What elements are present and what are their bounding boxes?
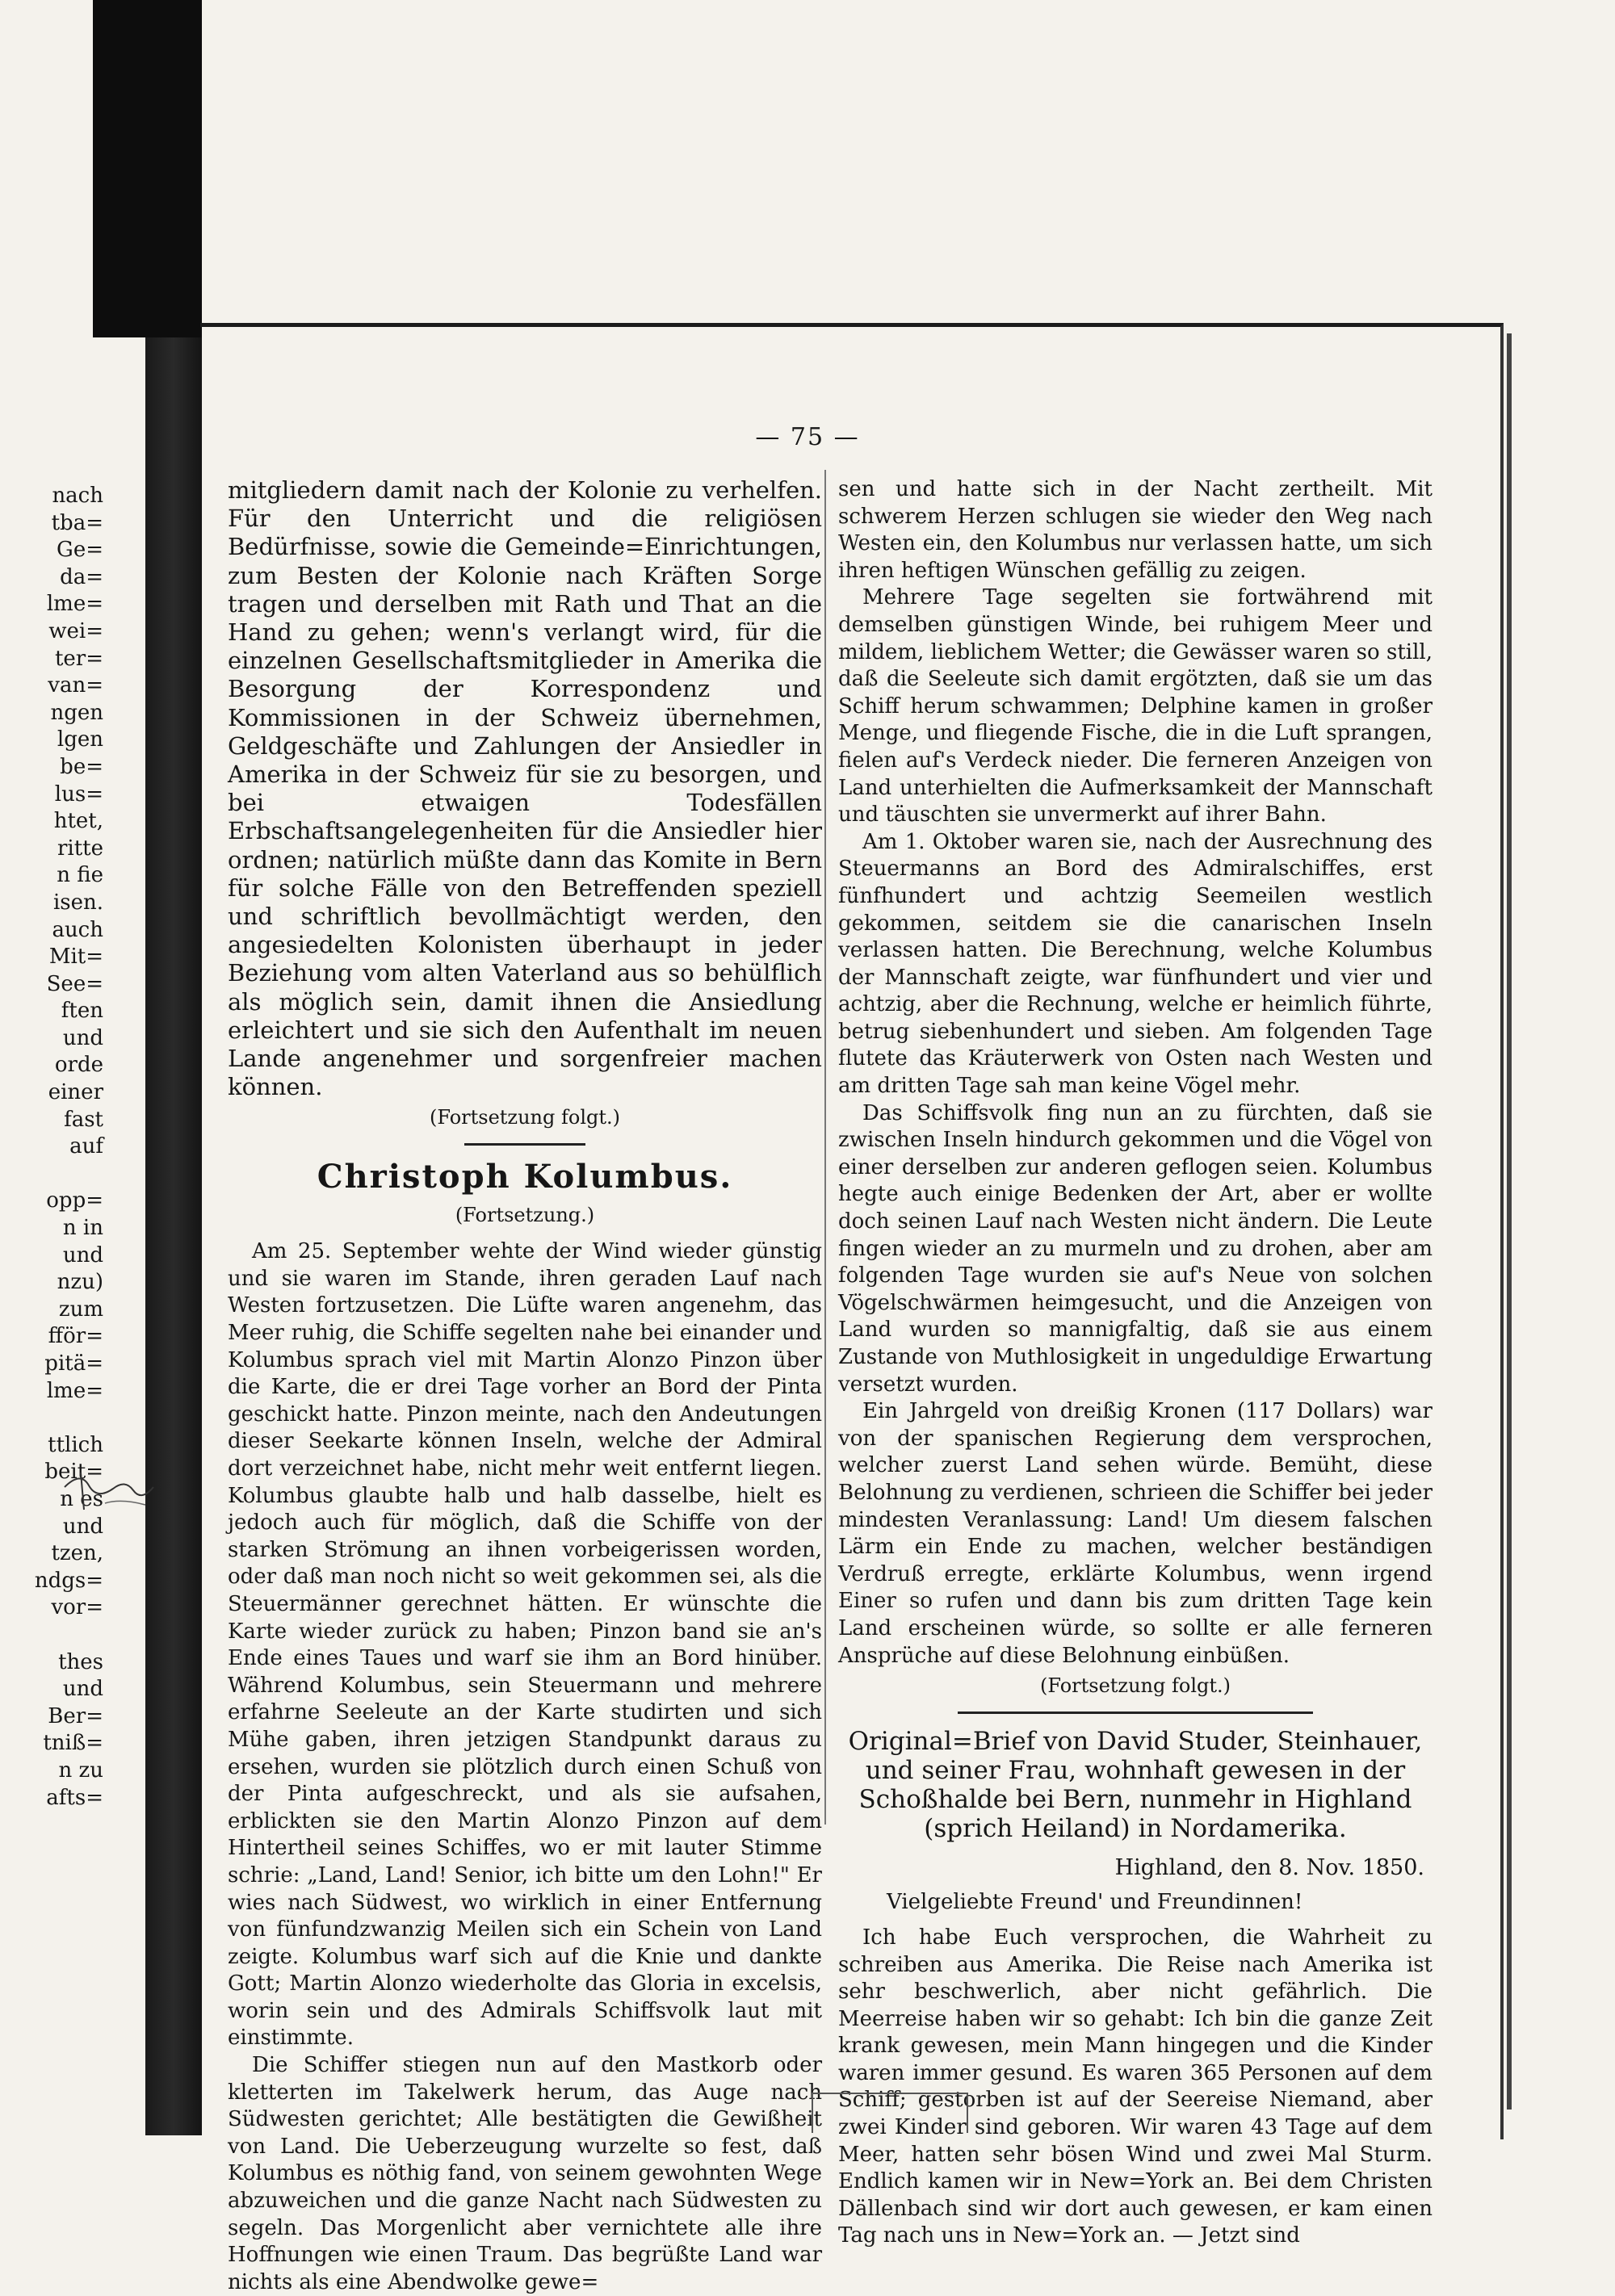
- margin-fragment: opp=: [46, 1188, 103, 1213]
- margin-fragment: und: [62, 1677, 103, 1702]
- continued-note: (Fortsetzung folgt.): [430, 1106, 620, 1129]
- continued-note: (Fortsetzung folgt.): [1040, 1674, 1231, 1698]
- margin-fragment: ttlich: [48, 1432, 103, 1457]
- margin-fragment: n es: [60, 1486, 103, 1511]
- margin-fragment: n zu: [58, 1758, 103, 1783]
- margin-fragment: tniß=: [43, 1731, 103, 1756]
- handwritten-margin-mark-icon: [57, 1463, 162, 1519]
- margin-fragment: vor=: [51, 1595, 103, 1620]
- body-paragraph: Mehrere Tage segelten sie fortwährend mit demselben günstigen Winde, bei ruhigem Meer und mildem, lieblichem Wetter; die Gewässer waren so still, daß die Seeleute sich damit ergötzten, daß sie um das Schiff herum schwammen; Delphine kamen in großer Menge, und fliegende Fische, die in die Luft sprangen, fielen auf's Verdeck nieder. Die ferneren Anzeigen von Land unterhielten die Aufmerksamkeit der Mannschaft und täuschten sie unvermerkt auf ihrer Bahn.: [838, 585, 1433, 827]
- margin-fragment: isen.: [52, 890, 103, 915]
- body-paragraph: Am 25. September wehte der Wind wieder günstig und sie waren im Stande, ihren geraden Lauf nach Westen fortzusetzen. Die Lüfte waren angenehm, das Meer ruhig, die Schiffe segelten nahe bei einander und Kolumbus sprach viel mit Martin Alonzo Pinzon über die Karte, die er drei Tage vorher an Bord der Pinta geschickt hatte. Pinzon meinte, nach den Andeutungen dieser Seekarte können Inseln, welche der Admiral dort verzeichnet habe, nicht mehr weit entfernt liegen. Kolumbus glaubte halb und halb dasselbe, hielt es jedoch auch für möglich, daß die Schiffe von der starken Strömung an ihnen vorbeigerissen worden, oder daß man noch nicht so weit gekommen sei, als die Steuermänner gerechnet hätten. Er wünschte die Karte wieder zurück zu haben; Pinzon band sie an's Ende eines Taues und warf sie ihm an Bord hinüber. Während Kolumbus, sein Steuermann und mehrere erfahrne Seeleute an der Karte studirten und sich Mühe gaben, ihren jetzigen Standpunkt daraus zu ersehen, wurden sie plötzlich durch einen Schuß von der Pinta aufgeschreckt, und als sie aufsahen, erblickten sie den Martin Alonzo Pinzon auf dem Hintertheil seines Schiffes, wo er mit lauter Stimme schrie: „Land, Land! Senior, ich bitte um den Lohn!" Er wies nach Südwest, wo wirklich in einer Entfernung von fünfundzwanzig Meilen sich ein Schein von Land zeigte. Kolumbus warf sich auf die Knie und dankte Gott; Martin Alonzo wiederholte das Gloria in excelsis, worin sein und des Admirals Schiffsvolk laut mit einstimmte.: [228, 1239, 822, 2051]
- margin-fragment: einer: [48, 1080, 103, 1105]
- margin-fragment: nach: [52, 484, 103, 508]
- margin-fragment: nzu): [57, 1270, 103, 1295]
- letter-title: Original=Brief von David Studer, Steinhauer, und seiner Frau, wohnhaft gewesen in der Schoßhalde bei Bern, nunmehr in Highland (sprich Heiland) in Nordamerika.: [848, 1726, 1423, 1843]
- margin-fragment: ter=: [54, 646, 103, 671]
- body-paragraph: Die Schiffer stiegen nun auf den Mastkorb oder kletterten im Takelwerk herum, das Auge nach Südwesten gerichtet; Alle bestätigten die Gewißheit von Land. Die Ueberzeugung wurzelte so fest, daß Kolumbus es nöthig fand, von seinem gewohnten Wege abzuweichen und die ganze Nacht nach Südwesten zu segeln. Das Morgenlicht aber vernichtete alle ihre Hoffnungen wie einen Traum. Das begrüßte Land war nichts als eine Abendwolke gewe=: [228, 2053, 822, 2294]
- margin-fragment: See=: [46, 971, 103, 996]
- margin-fragment: n in: [62, 1216, 103, 1241]
- article-continuation: [228, 476, 822, 1101]
- body-paragraph: Ein Jahrgeld von dreißig Kronen (117 Dollars) war von der spanischen Regierung dem versprochen, welcher zuerst Land sehen würde. Bemüht, diese Belohnung zu verdienen, schrieen die Schiffer bei jeder mindesten Veranlassung: Land! Um diesem falschen Lärm ein Ende zu machen, welcher beständigen Verdruß erregte, erklärte Kolumbus, wenn irgend Einer so rufen und dann bis zum dritten Tage kein Land erscheinen würde, so sollte er alle ferneren Ansprüche auf diese Belohnung einbüßen.: [838, 1399, 1433, 1668]
- letter-dateline: Highland, den 8. Nov. 1850.: [1114, 1854, 1424, 1880]
- letter-salutation: Vielgeliebte Freund' und Freundinnen!: [887, 1890, 1303, 1915]
- scan-black-border: [93, 0, 202, 337]
- article-subnote: (Fortsetzung.): [455, 1203, 595, 1226]
- margin-fragment: und: [62, 1242, 103, 1267]
- margin-fragment: lus=: [54, 781, 103, 807]
- margin-fragment: fför=: [48, 1324, 103, 1349]
- margin-fragment: afts=: [46, 1785, 103, 1810]
- margin-fragment: [6, 1622, 103, 1649]
- scan-gutter-strip: [145, 337, 202, 2135]
- left-column: [228, 476, 822, 2296]
- lead-paragraph: mitgliedern damit nach der Kolonie zu verhelfen. Für den Unterricht und die religiösen Bedürfnisse, sowie die Gemeinde=Einrichtungen, zum Besten der Kolonie nach Kräften Sorge tragen und derselben mit Rath und That an die Hand zu gehen; wenn's verlangt wird, für die einzelnen Gesellschaftsmitglieder in Amerika die Besorgung der Korrespondenz und Kommissionen in der Schweiz übernehmen, Geldgeschäfte und Zahlungen der Ansiedler in Amerika in der Schweiz für sie zu besorgen, und bei etwaigen Todesfällen Erbschaftsangelegenheiten für die Ansiedler hier ordnen; natürlich müßte dann das Komite in Bern für solche Fälle von den Betreffenden speziell und schriftlich bevollmächtigt werden, den angesiedelten Kolonisten überhaupt in jeder Beziehung vom alten Vaterland aus so behülflich als möglich sein, damit ihnen die Ansiedlung erleichtert und sie sich den Aufenthalt im neuen Lande angenehmer und sorgenfreier machen können.: [228, 476, 822, 1101]
- margin-fragment: ritte: [57, 836, 103, 861]
- page-number: — 75 —: [755, 423, 860, 451]
- margin-fragment: htet,: [53, 809, 103, 834]
- adjacent-page-margin-text: [6, 483, 103, 1812]
- column-divider: [824, 470, 826, 1825]
- section-rule: [958, 1712, 1313, 1714]
- letter-body: Ich habe Euch versprochen, die Wahrheit zu schreiben aus Amerika. Die Reise nach Amerika ist sehr beschwerlich, aber nicht gefährlich. Die Meerreise haben wir so gehabt: Ich bin die ganze Zeit krank gewesen, mein Mann hingegen und die Kinder waren immer gesund. Es waren 365 Personen auf dem Schiff; gestorben ist auf der Seereise Niemand, aber zwei Kinder sind geboren. Wir waren 43 Tage auf dem Meer, hatten sehr bösen Wind und zwei Mal Sturm. Endlich kamen wir in New=York an. Bei dem Christen Dällenbach sind wir dort auch gewesen, er kam einen Tag nach uns in New=York an. — Jetzt sind: [838, 1925, 1433, 2248]
- right-column: [838, 476, 1433, 2250]
- margin-fragment: auf: [69, 1134, 103, 1159]
- scan-stamp-box: [812, 2093, 968, 2133]
- margin-fragment: Mit=: [48, 945, 103, 970]
- margin-fragment: ngen: [50, 700, 103, 725]
- margin-fragment: ften: [61, 999, 103, 1024]
- margin-fragment: da=: [60, 564, 103, 589]
- margin-fragment: wei=: [48, 618, 103, 643]
- article-title: Christoph Kolumbus.: [317, 1158, 733, 1196]
- margin-fragment: [6, 1161, 103, 1188]
- margin-fragment: auch: [52, 917, 103, 942]
- margin-fragment: und: [62, 1025, 103, 1050]
- margin-fragment: beit=: [44, 1460, 103, 1485]
- margin-fragment: be=: [60, 754, 103, 779]
- margin-fragment: lgen: [57, 727, 103, 752]
- margin-fragment: ndgs=: [34, 1568, 103, 1593]
- margin-fragment: tba=: [51, 510, 103, 535]
- margin-fragment: [6, 1405, 103, 1432]
- margin-fragment: thes: [58, 1649, 103, 1674]
- margin-fragment: Ge=: [57, 538, 103, 563]
- body-paragraph: Das Schiffsvolk fing nun an zu fürchten, daß sie zwischen Inseln hindurch gekommen und die Vögel von einer derselben zur anderen geflogen seien. Kolumbus hegte auch einige Bedenken der Art, aber er wollte doch seinen Lauf nach Westen nicht ändern. Die Leute fingen wieder an zu murmeln und zu drohen, aber am folgenden Tage wurden sie auf's Neue von solchen Vögelschwärmen heimgesucht, und die Anzeigen von Land wurden so mannigfaltig, daß sie aus einem Zustande von Muthlosigkeit in ungeduldige Erwartung versetzt wurden.: [838, 1100, 1433, 1397]
- margin-fragment: Ber=: [48, 1703, 103, 1728]
- margin-fragment: lme=: [46, 1378, 103, 1403]
- margin-fragment: pitä=: [44, 1351, 103, 1376]
- margin-fragment: orde: [54, 1053, 103, 1078]
- margin-fragment: lme=: [46, 592, 103, 617]
- margin-fragment: zum: [58, 1297, 103, 1322]
- margin-fragment: van=: [48, 673, 103, 698]
- margin-fragment: und: [62, 1514, 103, 1539]
- body-paragraph: sen und hatte sich in der Nacht zertheilt. Mit schwerem Herzen schlugen sie wieder den Weg nach Westen ein, den Kolumbus nur verlassen hatte, um sich ihren heftigen Wünschen gefällig zu zeigen.: [838, 477, 1433, 583]
- body-paragraph: Am 1. Oktober waren sie, nach der Ausrechnung des Steuermanns an Bord des Admiralschiffes, erst fünfhundert und achtzig Seemeilen westlich gekommen, seitdem sie die canarischen Inseln verlassen hatten. Die Berechnung, welche Kolumbus der Mannschaft zeigte, war fünfhundert und vier und achtzig, aber die Rechnung, welche er heimlich führte, betrug siebenhundert und sieben. Am folgenden Tage flutete das Kräuterwerk von Osten nach Westen und am dritten Tage sah man keine Vögel mehr.: [838, 829, 1433, 1099]
- margin-fragment: n fie: [57, 863, 103, 888]
- section-rule: [464, 1143, 585, 1146]
- margin-fragment: tzen,: [51, 1541, 103, 1566]
- margin-fragment: fast: [64, 1107, 103, 1132]
